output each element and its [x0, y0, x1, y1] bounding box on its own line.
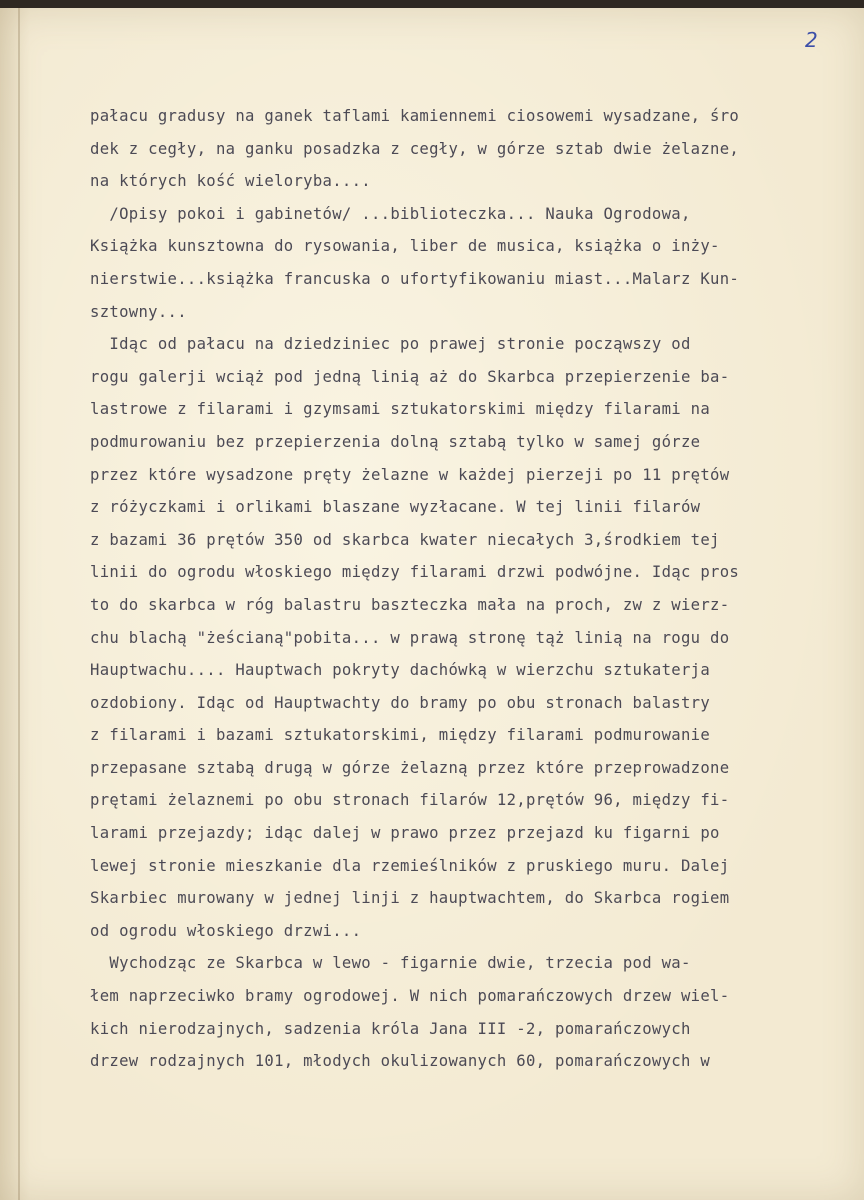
text-line: ozdobiony. Idąc od Hauptwachty do bramy po obu stronach balastry: [90, 693, 711, 712]
text-line: to do skarbca w róg balastru baszteczka mała na proch, zw z wierz-: [90, 595, 730, 614]
text-line: lastrowe z filarami i gzymsami sztukatorskimi między filarami na: [90, 400, 711, 419]
text-line: Hauptwachu.... Hauptwach pokryty dachówką w wierzchu sztukaterja: [90, 661, 711, 680]
typewritten-text: [90, 100, 864, 1078]
text-line: z bazami 36 prętów 350 od skarbca kwater niecałych 3,środkiem tej: [90, 530, 720, 549]
text-line: z filarami i bazami sztukatorskimi, między filarami podmurowanie: [90, 726, 711, 745]
text-line: larami przejazdy; idąc dalej w prawo przez przejazd ku figarni po: [90, 824, 720, 843]
text-line: przez które wysadzone pręty żelazne w każdej pierzeji po 11 prętów: [90, 465, 730, 484]
text-line: /Opisy pokoi i gabinetów/ ...biblioteczka... Nauka Ogrodowa,: [90, 204, 691, 223]
text-line: Idąc od pałacu na dziedziniec po prawej stronie począwszy od: [90, 335, 691, 354]
page-number: 2: [805, 28, 818, 52]
text-line: prętami żelaznemi po obu stronach filarów 12,prętów 96, między fi-: [90, 791, 730, 810]
text-line: Skarbiec murowany w jednej linji z hauptwachtem, do Skarbca rogiem: [90, 889, 730, 908]
scan-top-edge: [0, 0, 864, 8]
text-line: dek z cegły, na ganku posadzka z cegły, w górze sztab dwie żelazne,: [90, 139, 740, 158]
text-line: na których kość wieloryba....: [90, 172, 371, 191]
text-line: lewej stronie mieszkanie dla rzemieślników z pruskiego muru. Dalej: [90, 856, 730, 875]
text-line: z różyczkami i orlikami blaszane wyzłacane. W tej linii filarów: [90, 498, 701, 517]
paragraph: [90, 947, 864, 1077]
text-line: podmurowaniu bez przepierzenia dolną sztabą tylko w samej górze: [90, 432, 701, 451]
text-line: chu blachą "żeścianą"pobita... w prawą stronę tąż linią na rogu do: [90, 628, 730, 647]
paragraph: [90, 328, 864, 947]
paragraph: [90, 100, 864, 198]
text-line: kich nierodzajnych, sadzenia króla Jana III -2, pomarańczowych: [90, 1019, 691, 1038]
text-line: przepasane sztabą drugą w górze żelazną przez które przeprowadzone: [90, 758, 730, 777]
text-line: nierstwie...książka francuska o ufortyfikowaniu miast...Malarz Kun-: [90, 269, 740, 288]
page-fold-line: [18, 8, 20, 1200]
text-line: łem naprzeciwko bramy ogrodowej. W nich pomarańczowych drzew wiel-: [90, 987, 730, 1006]
text-line: pałacu gradusy na ganek taflami kamiennemi ciosowemi wysadzane, śro: [90, 107, 740, 125]
text-line: Wychodząc ze Skarbca w lewo - figarnie dwie, trzecia pod wa-: [90, 954, 691, 973]
text-line: linii do ogrodu włoskiego między filarami drzwi podwójne. Idąc pros: [90, 563, 740, 582]
text-line: rogu galerji wciąż pod jedną linią aż do Skarbca przepierzenie ba-: [90, 367, 730, 386]
text-line: sztowny...: [90, 302, 187, 321]
text-line: Książka kunsztowna do rysowania, liber de musica, książka o inży-: [90, 237, 720, 256]
paragraph: [90, 198, 864, 328]
text-line: drzew rodzajnych 101, młodych okulizowanych 60, pomarańczowych w: [90, 1052, 711, 1071]
text-line: od ogrodu włoskiego drzwi...: [90, 921, 362, 940]
